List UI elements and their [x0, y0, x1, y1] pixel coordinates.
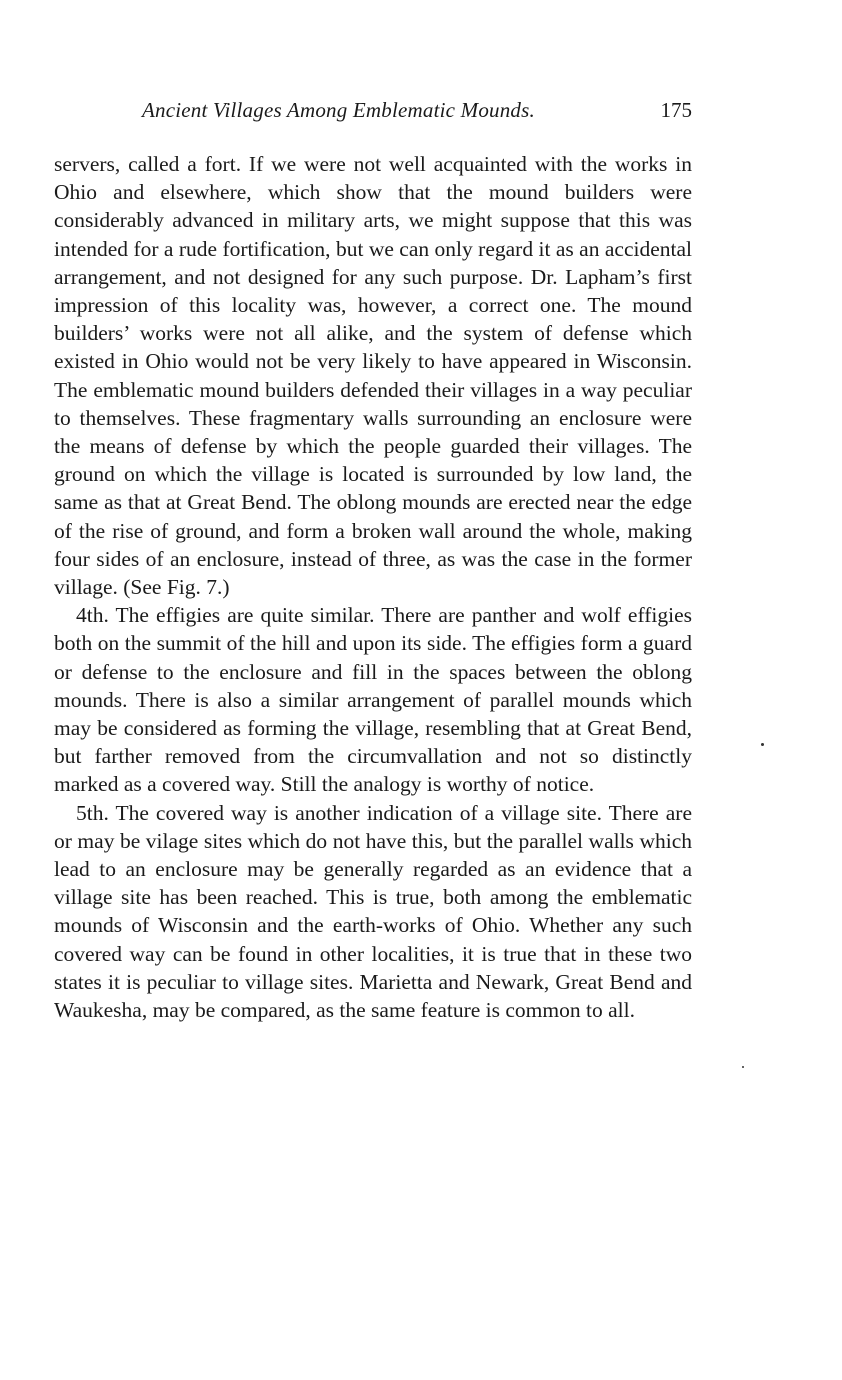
running-header — [54, 98, 692, 130]
paragraph-continuation: servers, called a fort. If we were not well acquainted with the works in Ohio and elsewhere, which show that the mound builders were considerably advanced in military arts, we might suppose that this was intended for a rude fortification, but we can only regard it as an accidental arrangement, and not designed for any such purpose. Dr. Lapham’s first impression of this locality was, however, a correct one. The mound builders’ works were not all alike, and the system of defense which existed in Ohio would not be very likely to have appeared in Wisconsin. The emblematic mound builders defended their villages in a way peculiar to themselves. These fragmentary walls surrounding an enclosure were the means of defense by which the people guarded their villages. The ground on which the village is located is surrounded by low land, the same as that at Great Bend. The oblong mounds are erected near the edge of the rise of ground, and form a broken wall around the whole, making four sides of an enclosure, instead of three, as was the case in the former village. (See Fig. 7.) — [54, 152, 692, 600]
print-speck — [742, 1066, 744, 1068]
paragraph-5th: 5th. The covered way is another indication of a village site. There are or may be vilage sites which do not have this, but the parallel walls which lead to an enclosure may be generally regarded as an evidence that a village site has been reached. This is true, both among the emblematic mounds of Wisconsin and the earth-works of Ohio. Whether any such covered way can be found in other localities, it is true that in these two states it is peculiar to village sites. Marietta and Newark, Great Bend and Waukesha, may be compared, as the same feature is common to all. — [54, 800, 692, 1023]
print-speck — [761, 743, 764, 746]
running-title: Ancient Villages Among Emblematic Mounds. — [142, 98, 535, 122]
body-text — [54, 150, 692, 1024]
paragraph-4th: 4th. The effigies are quite similar. There are panther and wolf effigies both on the summit of the hill and upon its side. The effigies form a guard or defense to the enclosure and fill in the spaces between the oblong mounds. There is also a similar arrangement of parallel mounds which may be considered as forming the village, resembling that at Great Bend, but farther removed from the circumvallation and not so distinctly marked as a covered way. Still the analogy is worthy of notice. — [54, 603, 692, 797]
page-number: 175 — [660, 98, 692, 122]
